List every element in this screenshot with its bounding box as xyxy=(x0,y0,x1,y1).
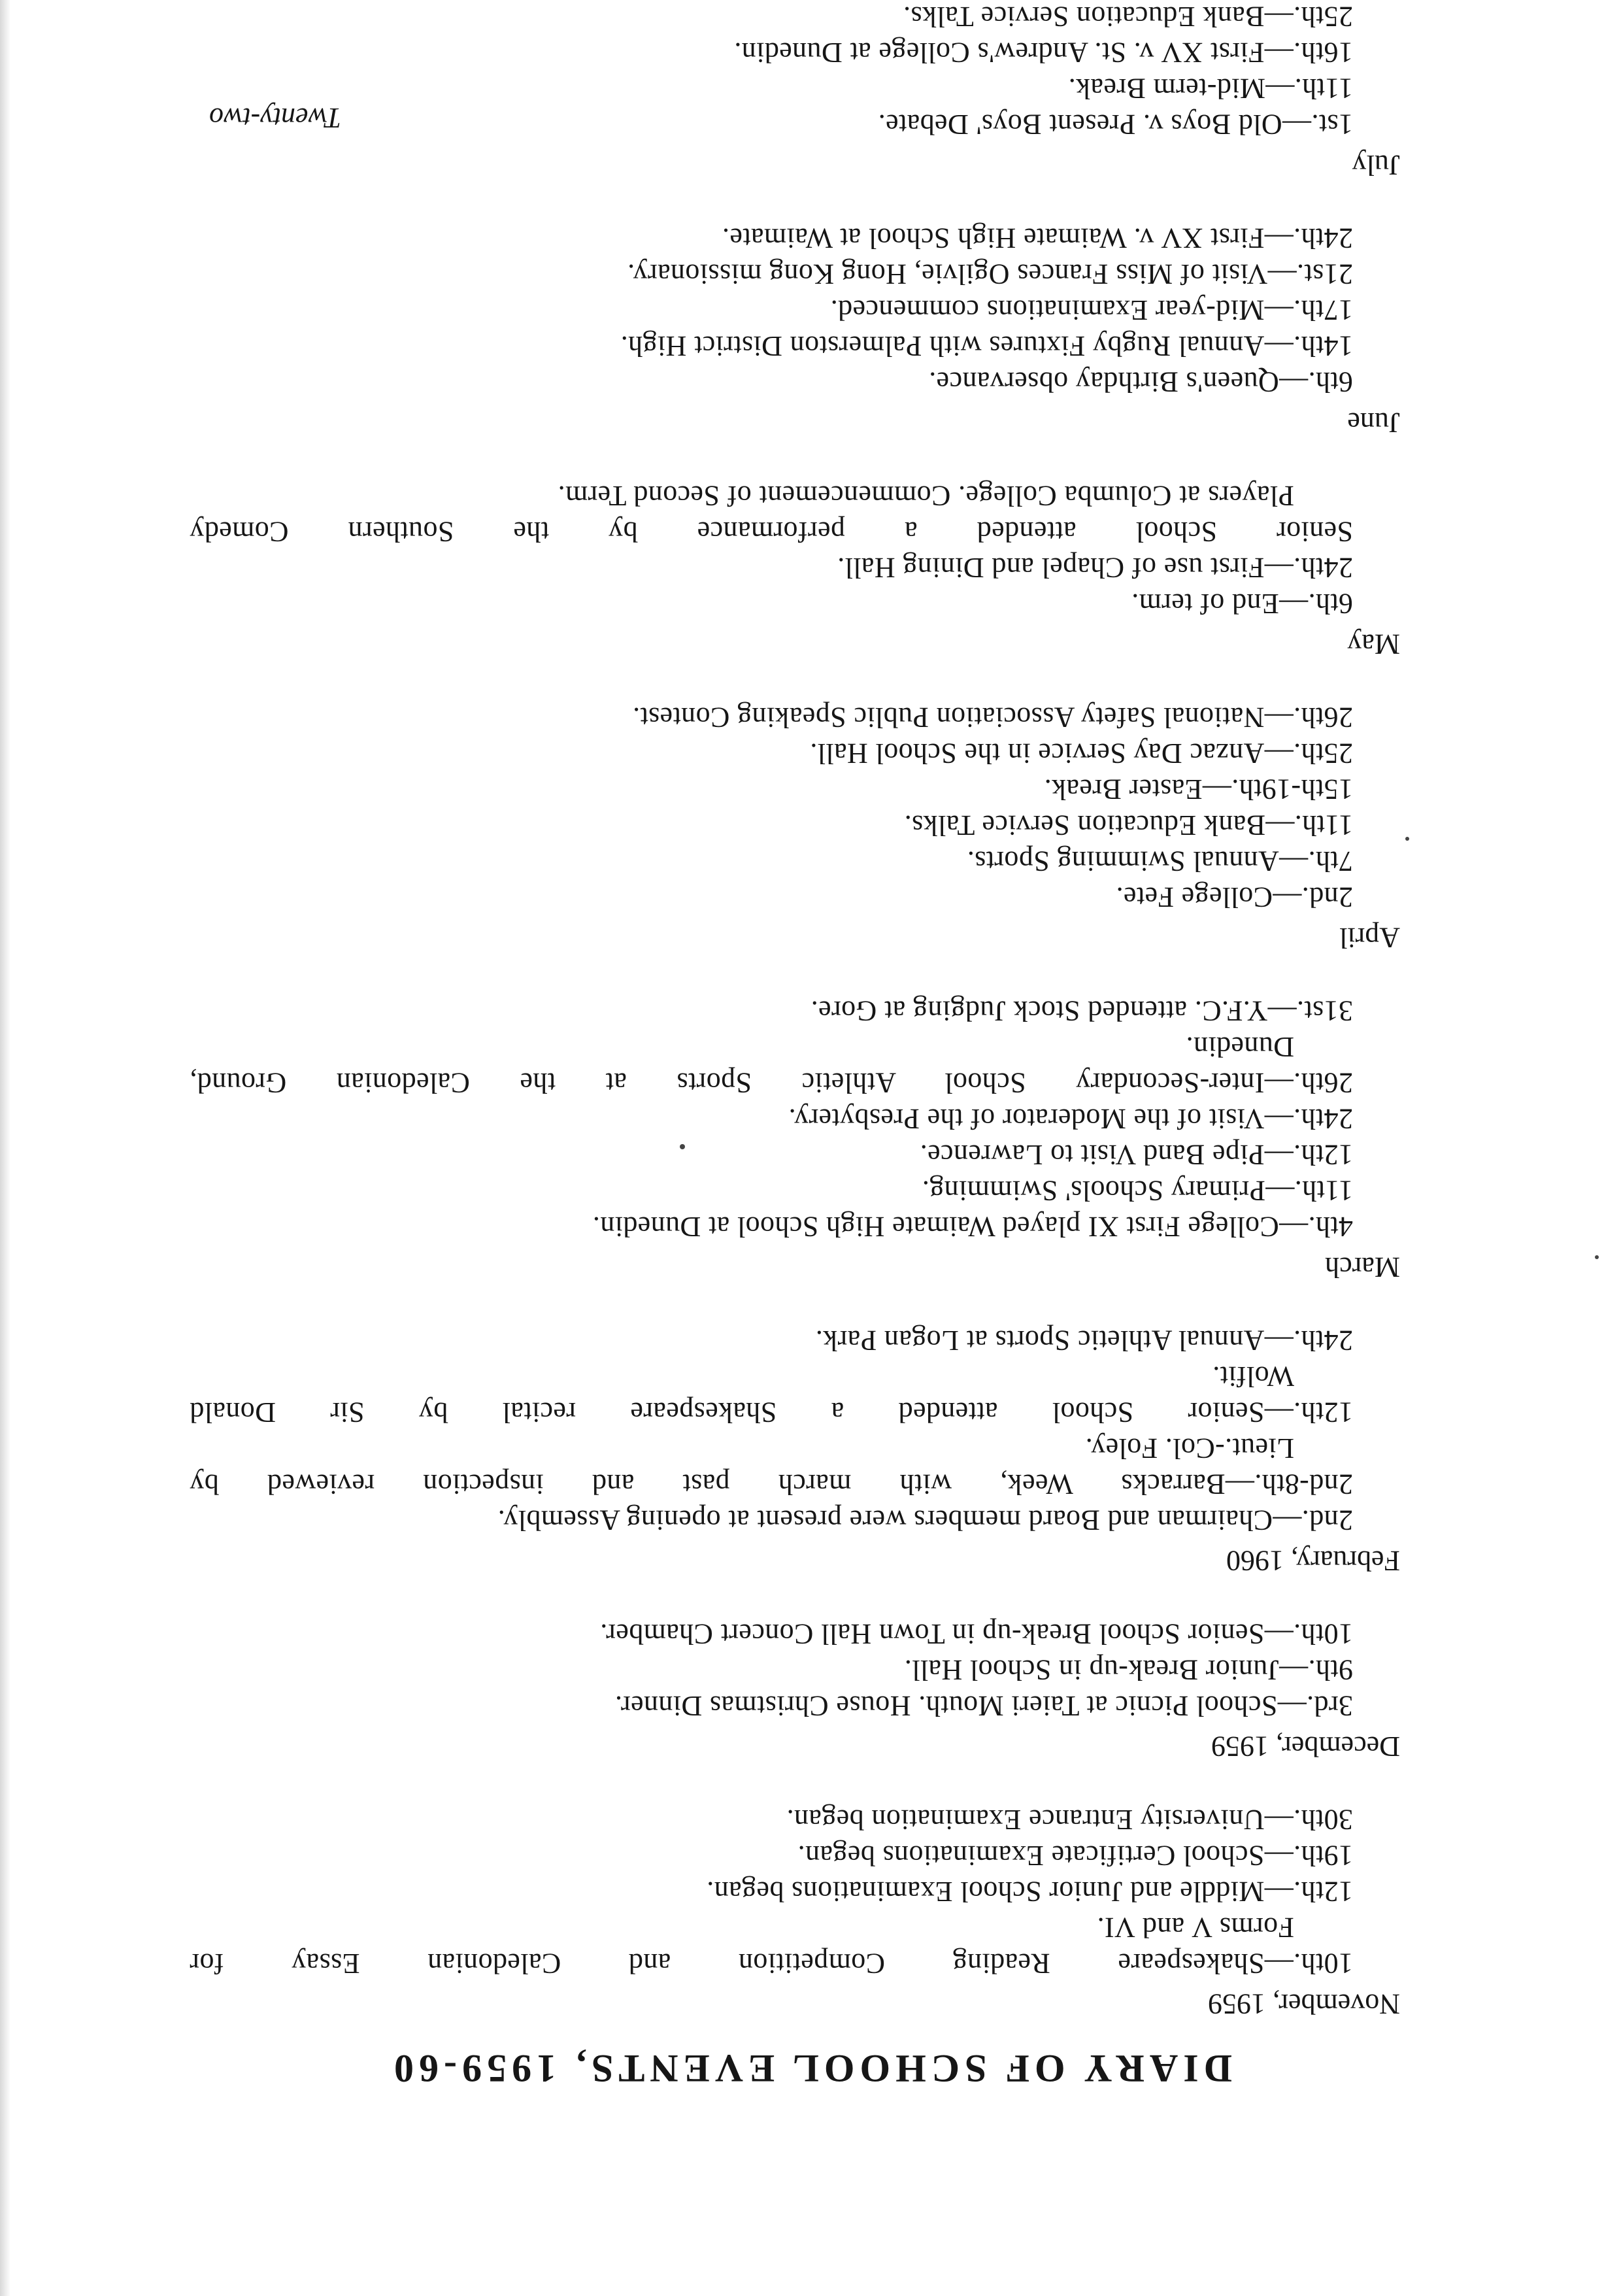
diary-entry: 11th.—Mid-term Break. xyxy=(1068,73,1353,105)
diary-entry: 2nd.—Chairman and Board members were present at opening Assembly. xyxy=(497,1504,1353,1536)
diary-entry: 21st.—Visit of Miss Frances Ogilvie, Hong Kong missionary. xyxy=(627,258,1353,290)
diary-entry: 12th.—Middle and Junior School Examinations began. xyxy=(706,1876,1353,1908)
diary-entry: 15th-19th.—Easter Break. xyxy=(1044,773,1353,805)
diary-entry: 10th.—Senior School Break-up in Town Hall Concert Chamber. xyxy=(599,1618,1353,1650)
diary-entry: 9th.—Junior Break-up in School Hall. xyxy=(904,1654,1353,1686)
diary-entry: 30th.—University Entrance Examination began. xyxy=(786,1804,1353,1836)
diary-entry: 26th.—National Safety Association Public Speaking Contest. xyxy=(632,701,1353,734)
diary-entry: 12th.—Senior School attended a Shakespeare recital by Sir Donald xyxy=(190,1396,1353,1428)
diary-entry-continuation: Lieut.-Col. Foley. xyxy=(1085,1432,1294,1464)
diary-entry: 25th.—Bank Education Service Talks. xyxy=(903,1,1353,33)
diary-entry: 25th.—Anzac Day Service in the School Hall. xyxy=(810,737,1353,769)
scan-edge xyxy=(0,0,10,2296)
diary-entry: 4th.—College First XI played Waimate High School at Dunedin. xyxy=(592,1211,1353,1243)
diary-entry: 6th.—End of term. xyxy=(1131,588,1353,620)
diary-entry: 3rd.—School Picnic at Taieri Mouth. House Christmas Dinner. xyxy=(614,1690,1353,1722)
month-heading: April xyxy=(1339,922,1400,954)
diary-entry: 24th.—First use of Chapel and Dining Hall. xyxy=(837,552,1353,584)
diary-entry: 11th.—Primary Schools' Swimming. xyxy=(922,1175,1353,1207)
diary-entry: 1st.—Old Boys v. Present Boys' Debate. xyxy=(878,109,1353,141)
diary-entry: 2nd-8th.—Barracks Week, with march past and inspection reviewed by xyxy=(190,1468,1353,1500)
diary-entry: 11th.—Bank Education Service Talks. xyxy=(904,809,1353,841)
month-heading: December, 1959 xyxy=(1211,1730,1400,1763)
scan-speck xyxy=(1405,837,1409,841)
diary-entry: 31st.—Y.F.C. attended Stock Judging at Gore. xyxy=(811,995,1353,1027)
month-heading: July xyxy=(1352,149,1400,181)
diary-entry: 6th.—Queen's Birthday observance. xyxy=(928,366,1353,398)
month-heading: February, 1960 xyxy=(1226,1545,1400,1577)
diary-entry: 14th.—Annual Rugby Fixtures with Palmerston District High. xyxy=(620,330,1353,362)
diary-entry: 24th.—Visit of the Moderator of the Presbytery. xyxy=(788,1103,1353,1135)
page-title: DIARY OF SCHOOL EVENTS, 1959-60 xyxy=(389,2047,1232,2090)
diary-entry: 24th.—First XV v. Waimate High School at Waimate. xyxy=(722,222,1353,254)
diary-entry: 7th.—Annual Swimming Sports. xyxy=(967,845,1353,877)
scan-speck xyxy=(680,1144,685,1149)
diary-entry-continuation: Dunedin. xyxy=(1186,1031,1294,1063)
diary-entry: 26th.—Inter-Secondary School Athletic Sports at the Caledonian Ground, xyxy=(190,1067,1353,1099)
diary-entry-continuation: Players at Columba College. Commencement of Second Term. xyxy=(558,480,1294,512)
diary-entry: 12th.—Pipe Band Visit to Lawrence. xyxy=(920,1139,1353,1171)
month-heading: May xyxy=(1347,628,1400,660)
diary-entry: 2nd.—College Fete. xyxy=(1116,881,1353,913)
month-heading: November, 1959 xyxy=(1208,1988,1400,2020)
diary-entry: Senior School attended a performance by the Southern Comedy xyxy=(190,516,1353,548)
diary-entry: 24th.—Annual Athletic Sports at Logan Park. xyxy=(815,1325,1353,1357)
month-heading: June xyxy=(1347,407,1400,439)
page-number: Twenty-two xyxy=(209,102,342,134)
diary-entry: 19th.—School Certificate Examinations began. xyxy=(797,1840,1353,1872)
diary-entry-continuation: Wolfit. xyxy=(1212,1360,1294,1393)
diary-entry: 17th.—Mid-year Examinations commenced. xyxy=(830,294,1353,326)
diary-entry: 10th.—Shakespeare Reading Competition and Caledonian Essay for xyxy=(190,1948,1353,1980)
diary-entry: 16th.—First XV v. St. Andrew's College at Dunedin. xyxy=(733,37,1353,69)
month-heading: March xyxy=(1325,1251,1400,1283)
scan-speck xyxy=(1595,1255,1599,1259)
diary-entry-continuation: Forms V and VI. xyxy=(1097,1912,1294,1944)
